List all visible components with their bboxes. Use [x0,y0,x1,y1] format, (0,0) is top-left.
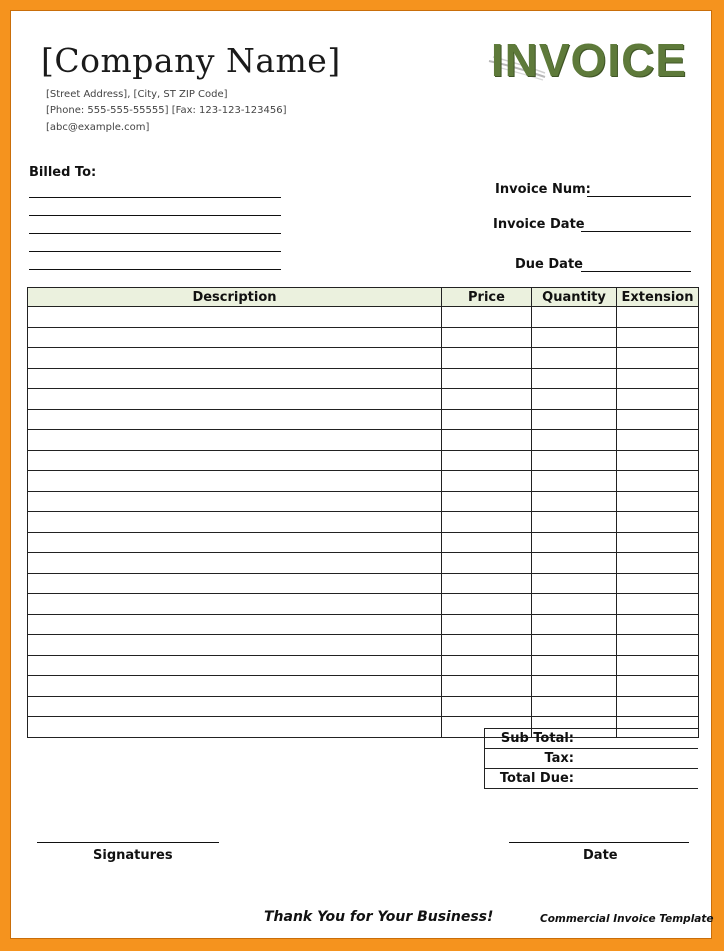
price-cell[interactable] [442,389,532,410]
subtotal-row [485,729,699,749]
invoice-date-line[interactable] [581,231,691,232]
table-row [28,307,699,328]
date-line[interactable] [509,842,689,843]
description-cell[interactable] [28,553,442,574]
quantity-cell[interactable] [532,655,617,676]
table-row [28,327,699,348]
line-items-body [28,307,699,738]
price-cell[interactable] [442,471,532,492]
billed-to-line[interactable] [29,251,281,252]
price-cell[interactable] [442,327,532,348]
table-row [28,512,699,533]
signatures-label: Signatures [93,848,173,863]
quantity-cell[interactable] [532,409,617,430]
extension-header: Extension [617,288,699,307]
price-cell[interactable] [442,696,532,717]
quantity-cell[interactable] [532,430,617,451]
invoice-date-label: Invoice Date [493,217,585,232]
quantity-cell[interactable] [532,532,617,553]
quantity-cell[interactable] [532,614,617,635]
billed-to-line[interactable] [29,215,281,216]
table-row [28,696,699,717]
price-cell[interactable] [442,491,532,512]
description-cell[interactable] [28,368,442,389]
company-name: [Company Name] [41,41,341,80]
table-row [28,450,699,471]
billed-to-line[interactable] [29,197,281,198]
price-cell[interactable] [442,512,532,533]
description-cell[interactable] [28,573,442,594]
quantity-cell[interactable] [532,327,617,348]
price-cell[interactable] [442,368,532,389]
price-cell[interactable] [442,573,532,594]
extension-cell[interactable] [617,655,699,676]
tax-row [485,749,699,769]
invoice-num-label: Invoice Num: [495,182,591,197]
extension-cell[interactable] [617,471,699,492]
extension-cell[interactable] [617,532,699,553]
total-due-label: Total Due: [485,769,699,789]
extension-cell[interactable] [617,430,699,451]
total-due-row [485,769,699,789]
extension-cell[interactable] [617,307,699,328]
invoice-page [10,10,712,939]
table-row [28,553,699,574]
description-cell[interactable] [28,389,442,410]
extension-cell[interactable] [617,327,699,348]
quantity-cell[interactable] [532,573,617,594]
table-row [28,532,699,553]
table-header-row [28,288,699,307]
billed-to-line[interactable] [29,233,281,234]
quantity-cell[interactable] [532,389,617,410]
line-items-table [27,287,699,738]
tax-label: Tax: [485,749,699,769]
due-date-line[interactable] [581,271,691,272]
table-row [28,430,699,451]
extension-cell[interactable] [617,491,699,512]
price-cell[interactable] [442,655,532,676]
quantity-cell[interactable] [532,676,617,697]
table-row [28,614,699,635]
extension-cell[interactable] [617,512,699,533]
quantity-cell[interactable] [532,348,617,369]
date-label: Date [583,848,618,863]
price-cell[interactable] [442,532,532,553]
description-cell[interactable] [28,409,442,430]
table-row [28,368,699,389]
extension-cell[interactable] [617,573,699,594]
quantity-cell[interactable] [532,635,617,656]
table-row [28,471,699,492]
company-phone-fax: [Phone: 555-555-55555] [Fax: 123-123-123456] [46,105,287,116]
description-cell[interactable] [28,717,442,738]
description-cell[interactable] [28,491,442,512]
description-cell[interactable] [28,696,442,717]
quantity-cell[interactable] [532,512,617,533]
table-row [28,573,699,594]
table-row [28,491,699,512]
price-cell[interactable] [442,553,532,574]
price-header: Price [442,288,532,307]
description-cell[interactable] [28,471,442,492]
invoice-num-line[interactable] [587,196,691,197]
price-cell[interactable] [442,430,532,451]
quantity-cell[interactable] [532,450,617,471]
company-email: [abc@example.com] [46,122,150,133]
quantity-cell[interactable] [532,491,617,512]
invoice-title: INVOICE [490,34,687,86]
extension-cell[interactable] [617,389,699,410]
description-cell[interactable] [28,327,442,348]
table-row [28,348,699,369]
description-cell[interactable] [28,655,442,676]
description-cell[interactable] [28,614,442,635]
billed-to-label: Billed To: [29,165,97,180]
quantity-cell[interactable] [532,471,617,492]
table-row [28,676,699,697]
description-cell[interactable] [28,307,442,328]
extension-cell[interactable] [617,368,699,389]
extension-cell[interactable] [617,614,699,635]
price-cell[interactable] [442,614,532,635]
extension-cell[interactable] [617,409,699,430]
price-cell[interactable] [442,450,532,471]
description-cell[interactable] [28,512,442,533]
description-cell[interactable] [28,635,442,656]
quantity-header: Quantity [532,288,617,307]
price-cell[interactable] [442,348,532,369]
description-cell[interactable] [28,348,442,369]
price-cell[interactable] [442,676,532,697]
description-cell[interactable] [28,450,442,471]
description-cell[interactable] [28,430,442,451]
extension-cell[interactable] [617,553,699,574]
price-cell[interactable] [442,635,532,656]
quantity-cell[interactable] [532,307,617,328]
price-cell[interactable] [442,307,532,328]
description-cell[interactable] [28,676,442,697]
extension-cell[interactable] [617,635,699,656]
billed-to-line[interactable] [29,269,281,270]
extension-cell[interactable] [617,696,699,717]
table-row [28,635,699,656]
table-row [28,389,699,410]
price-cell[interactable] [442,594,532,615]
description-cell[interactable] [28,532,442,553]
extension-cell[interactable] [617,348,699,369]
quantity-cell[interactable] [532,594,617,615]
description-header: Description [28,288,442,307]
extension-cell[interactable] [617,594,699,615]
extension-cell[interactable] [617,450,699,471]
extension-cell[interactable] [617,676,699,697]
due-date-label: Due Date [515,257,583,272]
price-cell[interactable] [442,409,532,430]
template-name: Commercial Invoice Template [540,913,714,925]
quantity-cell[interactable] [532,553,617,574]
quantity-cell[interactable] [532,368,617,389]
description-cell[interactable] [28,594,442,615]
signature-line[interactable] [37,842,219,843]
company-address: [Street Address], [City, ST ZIP Code] [46,89,228,100]
quantity-cell[interactable] [532,696,617,717]
table-row [28,594,699,615]
subtotal-label: Sub Total: [485,729,699,749]
table-row [28,655,699,676]
table-row [28,409,699,430]
totals-table [484,728,698,789]
thank-you-message: Thank You for Your Business! [264,909,494,925]
